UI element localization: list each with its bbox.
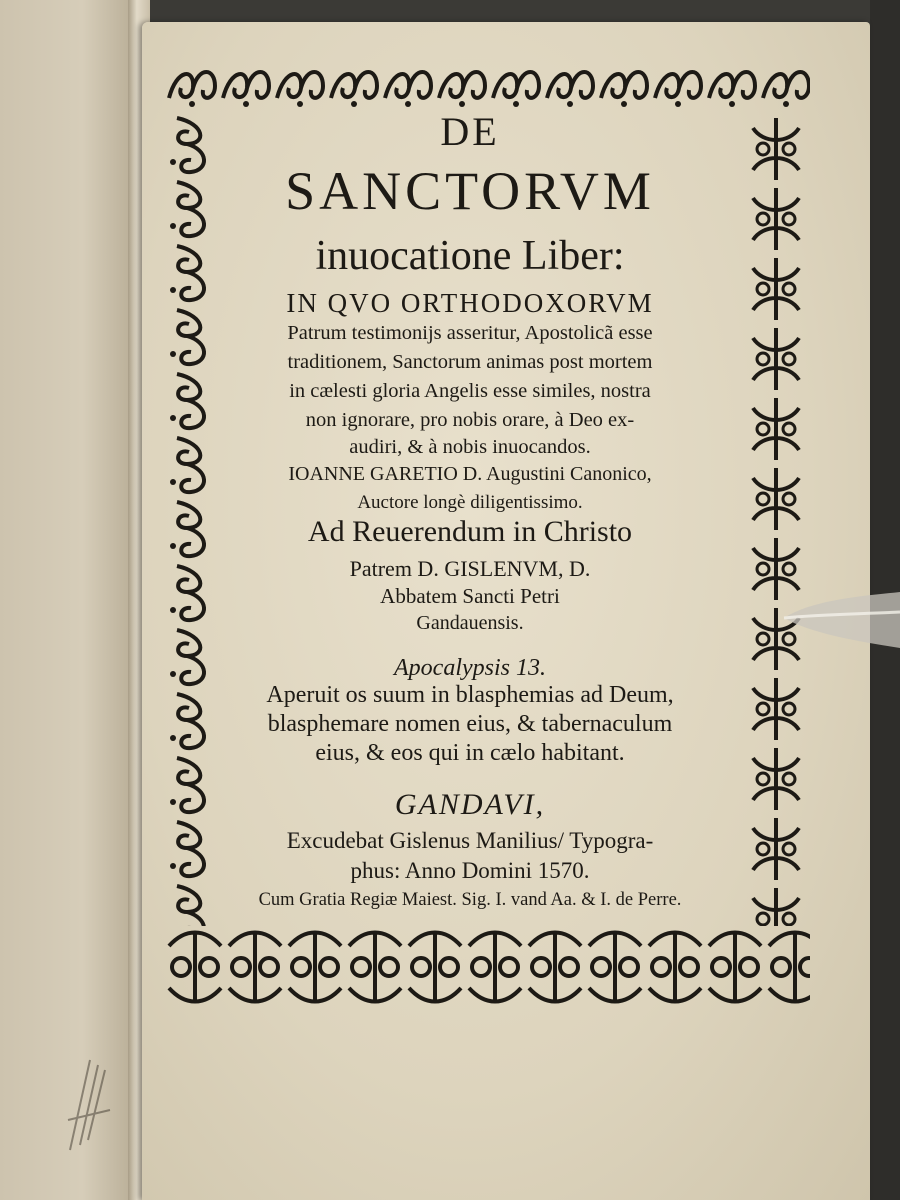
- title-de: DE: [440, 109, 500, 154]
- imprint-year: phus: Anno Domini 1570.: [350, 858, 590, 883]
- royal-privilege: Cum Gratia Regiæ Maiest. Sig. I. vand Aa. & I. de Perre.: [258, 890, 682, 910]
- page-pointer-icon: [782, 590, 900, 650]
- border-top-ornament: [165, 58, 810, 114]
- dedication-abbatem: Abbatem Sancti Petri: [380, 584, 560, 608]
- body-line: in cælesti gloria Angelis esse similes, nostra: [289, 380, 651, 402]
- quote-line: eius, & eos qui in cælo habitant.: [315, 740, 625, 766]
- dedication-gandauensis: Gandauensis.: [416, 612, 524, 634]
- body-line: Patrum testimonijs asseritur, Apostolicã esse: [287, 322, 653, 344]
- author-line: IOANNE GARETIO D. Augustini Canonico,: [288, 463, 652, 485]
- quote-line: Aperuit os suum in blasphemias ad Deum,: [266, 682, 674, 708]
- body-line: traditionem, Sanctorum animas post mortem: [287, 351, 653, 373]
- title-sanctorum: SANCTORVM: [285, 161, 655, 221]
- body-line: audiri, & à nobis inuocandos.: [349, 436, 591, 458]
- border-bottom-ornament: [165, 926, 810, 1008]
- title-inuocatione: inuocatione Liber:: [315, 233, 625, 279]
- border-right-ornament: [743, 114, 810, 926]
- subtitle-in-quo: IN QVO ORTHODOXORVM: [286, 288, 654, 318]
- dedication-heading: Ad Reuerendum in Christo: [307, 515, 633, 548]
- imprint-city: GANDAVI,: [394, 788, 546, 821]
- imprint-printer: Excudebat Gislenus Manilius/ Typogra-: [286, 828, 654, 853]
- quote-line: blasphemare nomen eius, & tabernaculum: [267, 711, 673, 737]
- auctore-line: Auctore longè diligentissimo.: [357, 492, 583, 513]
- body-line: non ignorare, pro nobis orare, à Deo ex-: [305, 409, 635, 431]
- pencil-mark-icon: [60, 1040, 120, 1160]
- dedication-patrem: Patrem D. GISLENVM, D.: [349, 556, 591, 581]
- scripture-reference: Apocalypsis 13.: [394, 655, 546, 681]
